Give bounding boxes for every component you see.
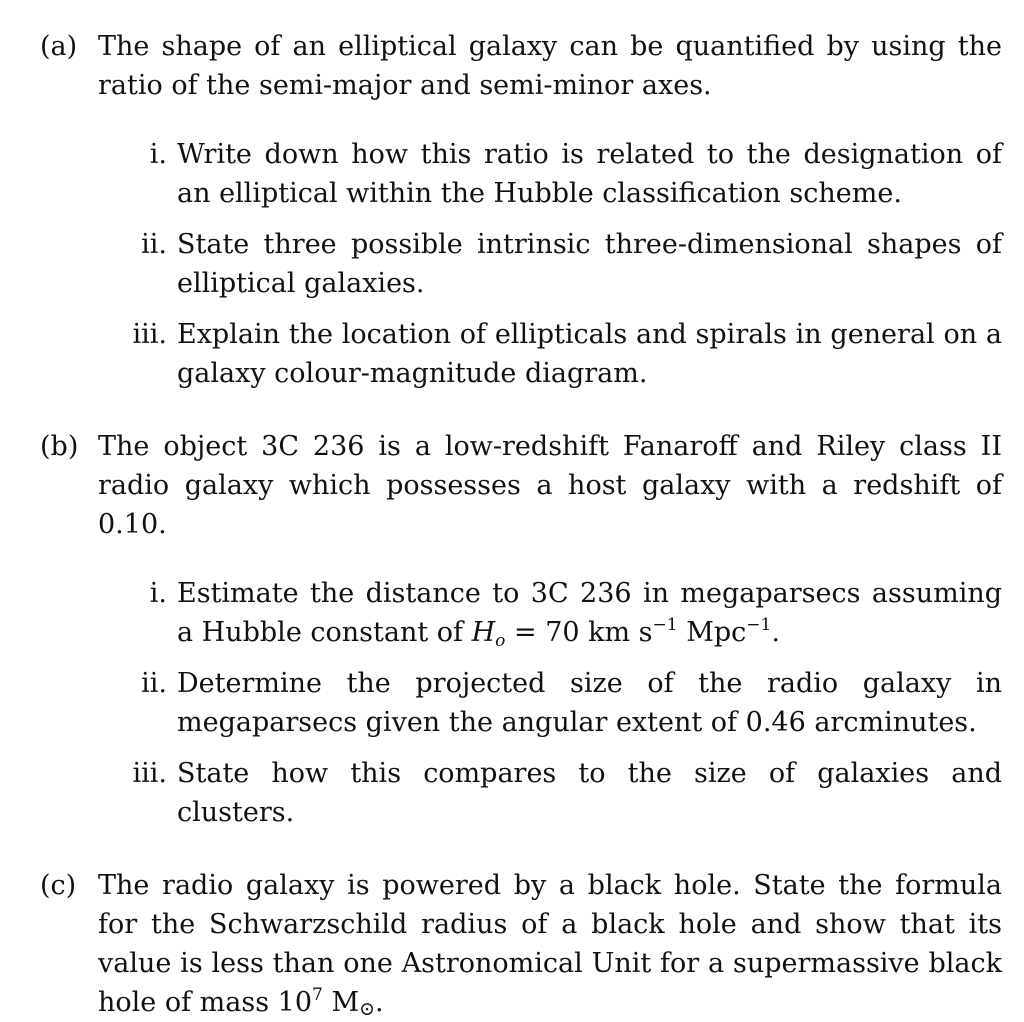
hubble-symbol: H [471,617,496,648]
subparts-b [112,574,1002,832]
question-part-c [40,866,1002,1022]
solar-mass-unit: M [322,987,360,1018]
subpart-label: iii. [132,319,167,350]
subpart-label: i. [149,139,167,170]
subpart-text: Write down how this ratio is related to the designation of an elliptical within the Hubble classification scheme. [177,139,1002,209]
exponent-2: −1 [746,615,772,635]
subpart-a-i [112,135,1002,213]
subpart-b-ii [112,664,1002,742]
subpart-text-after: = 70 km s [505,617,653,648]
part-text: The object 3C 236 is a low-redshift Fanaroff and Riley class II radio galaxy which possesses a host galaxy with a redshift of 0.10. [98,431,1002,540]
mass-exponent: 7 [312,985,323,1005]
part-text [98,866,1002,1022]
unit-mpc: Mpc [677,617,747,648]
question-part-b [40,427,1002,544]
subpart-b-i [112,574,1002,652]
part-label: (b) [40,431,79,462]
subpart-text [177,574,1002,652]
subpart-a-iii [112,315,1002,393]
subpart-a-ii [112,225,1002,303]
subpart-text-before: Estimate the distance to 3C 236 in megaparsecs assuming a Hubble constant of [177,578,1002,648]
subpart-text: State how this compares to the size of galaxies and clusters. [177,758,1002,828]
solar-symbol-icon: ⊙ [359,998,376,1020]
subparts-a [112,135,1002,393]
subpart-label: ii. [141,668,167,699]
subpart-label: iii. [132,758,167,789]
sentence-end: . [375,987,384,1018]
hubble-symbol-subscript: o [495,631,506,651]
subpart-text: Explain the location of ellipticals and spirals in general on a galaxy colour-magnitude diagram. [177,319,1002,389]
subpart-text: State three possible intrinsic three-dimensional shapes of elliptical galaxies. [177,229,1002,299]
exponent-1: −1 [652,615,678,635]
part-text-before: The radio galaxy is powered by a black hole. State the formula for the Schwarzschild radius of a black hole and show that its value is less than one Astronomical Unit for a supermassive black hole of mass 10 [98,870,1002,1018]
subpart-label: i. [149,578,167,609]
sentence-end: . [771,617,780,648]
subpart-label: ii. [141,229,167,260]
part-text: The shape of an elliptical galaxy can be quantified by using the ratio of the semi-major and semi-minor axes. [98,31,1002,101]
part-label: (c) [40,870,77,901]
part-label: (a) [40,31,78,62]
question-part-a [40,27,1002,105]
subpart-b-iii [112,754,1002,832]
subpart-text: Determine the projected size of the radio galaxy in megaparsecs given the angular extent of 0.46 arcminutes. [177,668,1002,738]
